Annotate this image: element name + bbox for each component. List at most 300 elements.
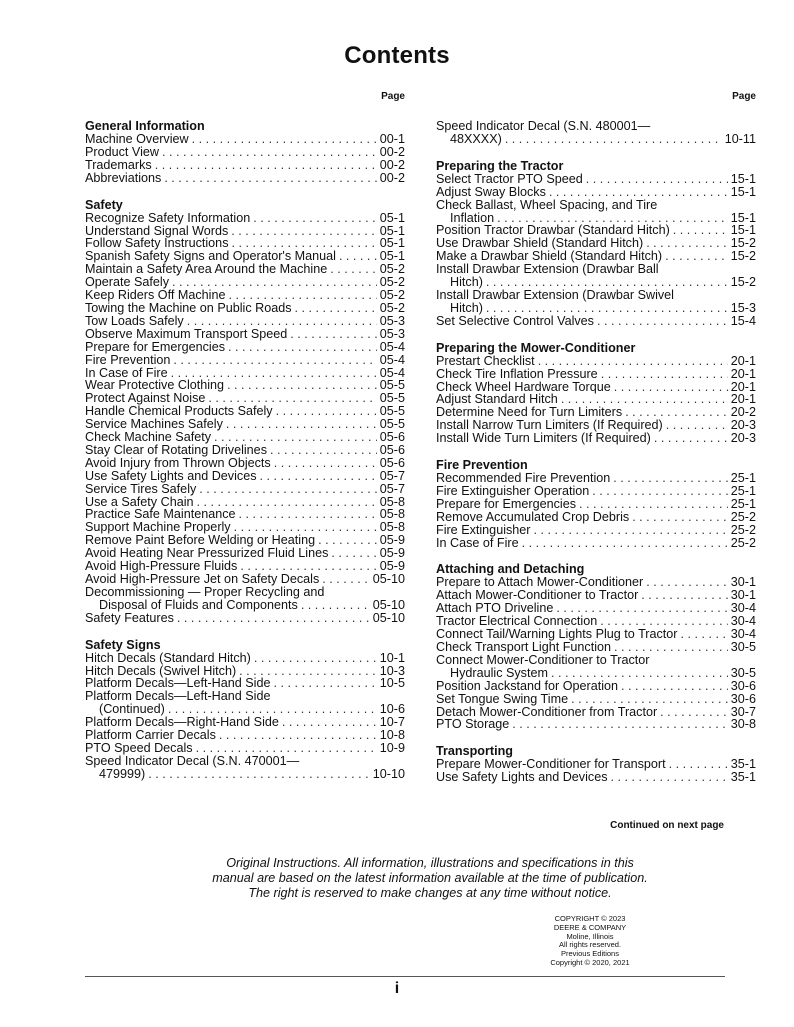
toc-entry-title: Use Drawbar Shield (Standard Hitch): [436, 236, 644, 251]
dot-leader: [290, 328, 377, 341]
dot-leader: [148, 768, 370, 781]
toc-entry-title: Wear Protective Clothing: [85, 378, 225, 393]
toc-entry-page: 15-4: [730, 313, 756, 328]
dot-leader: [295, 302, 377, 315]
toc-entry-page: 15-3: [730, 300, 756, 315]
toc-entry[interactable]: [85, 457, 405, 470]
dot-leader: [614, 641, 728, 654]
toc-entry-page: 05-1: [379, 223, 405, 238]
toc-entry-page: 05-3: [379, 326, 405, 341]
toc-entry-title: Use Safety Lights and Devices: [436, 770, 608, 785]
toc-section: [85, 639, 405, 781]
dot-leader: [601, 368, 728, 381]
toc-entry[interactable]: [436, 368, 756, 381]
toc-entry-page: 25-1: [730, 496, 756, 511]
copyright-line: COPYRIGHT © 2023: [554, 914, 626, 923]
toc-entry-page: 15-1: [730, 210, 756, 225]
toc-entry-title: In Case of Fire: [436, 535, 519, 550]
toc-section: [436, 120, 756, 146]
toc-entry-page: 15-2: [730, 275, 756, 290]
toc-entry-page: 20-3: [730, 431, 756, 446]
toc-entry[interactable]: [85, 354, 405, 367]
toc-entry-page: 05-5: [379, 391, 405, 406]
toc-entry-title: Service Tires Safely: [85, 481, 197, 496]
toc-left-column: [85, 90, 405, 795]
toc-entry-title: Remove Paint Before Welding or Heating: [85, 533, 316, 548]
footer-divider: [85, 976, 725, 977]
section-title: Attaching and Detaching: [436, 562, 585, 577]
toc-entry-title: Avoid High-Pressure Jet on Safety Decals: [85, 572, 320, 586]
toc-entry-page: 15-1: [730, 184, 756, 199]
dot-leader: [274, 457, 377, 470]
toc-entry-page: 10-7: [379, 715, 405, 730]
section-title: General Information: [85, 119, 205, 133]
dot-leader: [260, 470, 377, 483]
toc-entry[interactable]: [436, 511, 756, 524]
dot-leader: [330, 263, 377, 276]
toc-entry-page: 00-2: [379, 157, 405, 172]
dot-leader: [322, 573, 370, 586]
toc-entry-title: Connect Tail/Warning Lights Plug to Tractor: [436, 627, 678, 642]
toc-entry-page: 25-2: [730, 535, 756, 550]
toc-entry-title: Recommended Fire Prevention: [436, 471, 611, 486]
toc-entry-page: 25-2: [730, 509, 756, 524]
toc-entry[interactable]: [85, 470, 405, 483]
toc-entry-title: Detach Mower-Conditioner from Tractor: [436, 704, 658, 719]
toc-entry[interactable]: [85, 431, 405, 444]
dot-leader: [214, 431, 377, 444]
toc-entry-page: 00-2: [379, 144, 405, 159]
dot-leader: [681, 628, 728, 641]
toc-entry[interactable]: [436, 680, 756, 693]
instructions-notice: [150, 856, 710, 901]
toc-entry-page: 25-1: [730, 471, 756, 486]
toc-entry-page: 05-10: [372, 597, 405, 612]
toc-entry-title: Avoid Heating Near Pressurized Fluid Lines: [85, 546, 329, 561]
toc-entry-title: Make a Drawbar Shield (Standard Hitch): [436, 249, 663, 264]
toc-entry[interactable]: [85, 315, 405, 328]
dot-leader: [660, 706, 728, 719]
toc-entry-title: 48XXXX): [450, 131, 502, 146]
section-title: Fire Prevention: [436, 458, 528, 473]
toc-entry[interactable]: [436, 498, 756, 511]
toc-entry-page: 05-4: [379, 339, 405, 354]
copyright-line: Copyright © 2020, 2021: [550, 957, 630, 967]
toc-entry-page: 05-2: [379, 262, 405, 277]
toc-entry-page: 05-8: [379, 520, 405, 535]
toc-entry-page: 35-1: [730, 757, 756, 772]
toc-entry-lead: Check Ballast, Wheel Spacing, and Tire: [436, 197, 658, 212]
toc-entry-title: PTO Speed Decals: [85, 740, 193, 755]
toc-entry-title: In Case of Fire: [85, 365, 168, 380]
toc-entry-lead: Platform Decals—Left-Hand Side: [85, 689, 271, 704]
toc-entry-title: Maintain a Safety Area Around the Machine: [85, 262, 328, 277]
toc-entry-page: 15-2: [730, 249, 756, 264]
toc-entry-page: 10-10: [372, 766, 405, 781]
toc-entry-title: Avoid High-Pressure Fluids: [85, 559, 238, 574]
toc-entry-page: 20-1: [730, 366, 756, 381]
toc-entry-title: Handle Chemical Products Safely: [85, 404, 273, 419]
toc-entry-title: Hitch): [450, 275, 483, 290]
toc-entry-title: Prepare to Attach Mower-Conditioner: [436, 575, 644, 590]
toc-entry-page: 35-1: [730, 770, 756, 785]
toc-entry[interactable]: [436, 432, 756, 445]
toc-entry[interactable]: [436, 133, 756, 146]
dot-leader: [226, 418, 377, 431]
dot-leader: [592, 485, 727, 498]
toc-section: [436, 342, 756, 445]
toc-section: [436, 160, 756, 328]
toc-section: [436, 563, 756, 731]
toc-entry-title: Check Transport Light Function: [436, 640, 612, 654]
toc-entry-title: Safety Features: [85, 610, 174, 625]
dot-leader: [227, 379, 377, 392]
toc-entry-title: Attach Mower-Conditioner to Tractor: [436, 588, 639, 603]
toc-entry-title: Abbreviations: [85, 170, 162, 185]
toc-entry-title: Hitch): [450, 300, 483, 315]
toc-entry[interactable]: [85, 212, 405, 225]
toc-entry-lead: Connect Mower-Conditioner to Tractor: [436, 652, 650, 667]
toc-entry-page: 25-1: [730, 483, 756, 498]
dot-leader: [549, 186, 728, 199]
dot-leader: [665, 250, 728, 263]
toc-entry-page: 10-11: [724, 131, 756, 146]
toc-entry-page: 05-7: [379, 468, 405, 483]
toc-entry-title: Practice Safe Maintenance: [85, 507, 236, 522]
dot-leader: [632, 511, 728, 524]
toc-entry-title: Install Wide Turn Limiters (If Required): [436, 431, 651, 446]
copyright-line: All rights reserved.: [558, 940, 622, 950]
toc-entry-page: 05-1: [379, 210, 405, 225]
toc-entry-title: Prepare for Emergencies: [85, 339, 225, 354]
toc-entry-page: 30-5: [730, 665, 756, 680]
dot-leader: [522, 537, 728, 550]
page-column-header: Page: [381, 91, 405, 102]
toc-entry-page: 20-2: [730, 405, 756, 420]
page-title: Contents: [344, 42, 450, 69]
toc-entry-page: 05-2: [379, 288, 405, 303]
toc-entry-title: Use a Safety Chain: [85, 494, 194, 509]
toc-entry-title: Fire Extinguisher: [436, 522, 531, 537]
toc-entry-title: Position Tractor Drawbar (Standard Hitch): [436, 223, 670, 238]
toc-entry-title: Support Machine Properly: [85, 520, 231, 535]
toc-entry-page: 20-3: [730, 418, 756, 433]
toc-entry[interactable]: [85, 599, 405, 612]
dot-leader: [173, 354, 376, 367]
section-title: Preparing the Tractor: [436, 158, 564, 173]
toc-entry-page: 05-1: [379, 236, 405, 251]
toc-entry-title: Service Machines Safely: [85, 417, 223, 432]
toc-entry-title: Platform Carrier Decals: [85, 728, 216, 743]
toc-entry-title: Prestart Checklist: [436, 353, 535, 368]
toc-entry-page: 10-9: [379, 740, 405, 755]
dot-leader: [551, 667, 728, 680]
toc-entry-title: Follow Safety Instructions: [85, 236, 229, 251]
dot-leader: [597, 315, 728, 328]
notice-line: The right is reserved to make changes at any time without notice.: [248, 886, 612, 900]
toc-entry-title: Prepare Mower-Conditioner for Transport: [436, 757, 666, 772]
dot-leader: [199, 483, 376, 496]
toc-entry-title: Product View: [85, 144, 159, 159]
dot-leader: [192, 133, 377, 146]
dot-leader: [231, 225, 377, 238]
toc-entry[interactable]: [436, 315, 756, 328]
dot-leader: [276, 405, 377, 418]
toc-entry-title: Adjust Standard Hitch: [436, 392, 558, 407]
toc-entry-title: Avoid Injury from Thrown Objects: [85, 455, 271, 470]
dot-leader: [155, 159, 377, 172]
dot-leader: [505, 133, 722, 146]
toc-entry[interactable]: [436, 718, 756, 731]
toc-entry-page: 30-4: [730, 614, 756, 629]
dot-leader: [512, 718, 728, 731]
dot-leader: [666, 419, 728, 432]
dot-leader: [282, 716, 377, 729]
toc-entry-title: Towing the Machine on Public Roads: [85, 300, 292, 315]
dot-leader: [254, 652, 377, 665]
copyright-block: [540, 915, 640, 968]
toc-section: [436, 459, 756, 549]
toc-entry-page: 30-6: [730, 691, 756, 706]
toc-entry-title: Keep Riders Off Machine: [85, 288, 226, 303]
toc-entry-page: 15-2: [730, 236, 756, 251]
toc-entry-page: 05-8: [379, 507, 405, 522]
toc-entry-page: 05-3: [379, 313, 405, 328]
toc-entry-page: 10-1: [379, 650, 405, 665]
toc-entry-title: Fire Extinguisher Operation: [436, 483, 590, 498]
toc-entry-lead: Speed Indicator Decal (S.N. 480001—: [436, 119, 651, 133]
toc-entry-title: Check Machine Safety: [85, 430, 211, 445]
toc-section: [436, 745, 756, 784]
toc-entry-title: Tow Loads Safely: [85, 313, 184, 328]
dot-leader: [187, 315, 377, 328]
toc-entry-title: Set Selective Control Valves: [436, 313, 594, 328]
page-column-header: Page: [732, 91, 756, 102]
toc-entry-page: 10-3: [379, 663, 405, 678]
toc-entry[interactable]: [85, 742, 405, 755]
toc-entry-page: 05-9: [379, 533, 405, 548]
dot-leader: [571, 693, 728, 706]
toc-entry[interactable]: [85, 159, 405, 172]
toc-entry-page: 30-1: [730, 575, 756, 590]
toc-entry[interactable]: [436, 472, 756, 485]
toc-entry-title: Machine Overview: [85, 132, 189, 146]
toc-entry[interactable]: [85, 612, 405, 625]
dot-leader: [253, 212, 377, 225]
toc-entry-title: Platform Decals—Left-Hand Side: [85, 676, 271, 691]
toc-entry-title: Prepare for Emergencies: [436, 496, 576, 511]
dot-leader: [646, 576, 728, 589]
toc-entry[interactable]: [436, 302, 756, 315]
dot-leader: [339, 250, 377, 263]
toc-entry-title: Set Tongue Swing Time: [436, 691, 569, 706]
toc-entry[interactable]: [436, 667, 756, 680]
dot-leader: [538, 355, 728, 368]
section-title: Safety Signs: [85, 637, 161, 652]
toc-entry-page: 05-6: [379, 455, 405, 470]
toc-section: [85, 199, 405, 625]
toc-entry-page: 05-5: [379, 404, 405, 419]
toc-entry-title: Tractor Electrical Connection: [436, 614, 598, 629]
toc-entry-title: Adjust Sway Blocks: [436, 184, 546, 199]
toc-entry-title: Protect Against Noise: [85, 391, 206, 406]
section-title: Safety: [85, 197, 123, 212]
toc-entry-lead: Install Drawbar Extension (Drawbar Swivel: [436, 287, 674, 302]
toc-entry-lead: Install Drawbar Extension (Drawbar Ball: [436, 262, 659, 277]
toc-entry-page: 00-1: [379, 132, 405, 146]
copyright-line: Moline, Illinois: [566, 931, 614, 941]
dot-leader: [228, 341, 377, 354]
section-title: Preparing the Mower-Conditioner: [436, 340, 636, 355]
copyright-line: Previous Editions: [561, 949, 619, 959]
toc-entry-page: 05-4: [379, 352, 405, 367]
dot-leader: [586, 173, 728, 186]
toc-entry-page: 30-8: [730, 717, 756, 732]
toc-entry[interactable]: [436, 524, 756, 537]
toc-entry[interactable]: [85, 133, 405, 146]
toc-entry[interactable]: [85, 302, 405, 315]
toc-entry-page: 30-5: [730, 640, 756, 654]
dot-leader: [654, 432, 728, 445]
toc-entry[interactable]: [85, 652, 405, 665]
toc-entry-page: 20-1: [730, 392, 756, 407]
toc-entry[interactable]: [85, 573, 405, 586]
toc-entry-page: 30-4: [730, 601, 756, 616]
toc-entry-page: 05-2: [379, 300, 405, 315]
toc-entry[interactable]: [85, 483, 405, 496]
toc-entry-page: 00-2: [379, 170, 405, 185]
toc-entry[interactable]: [85, 172, 405, 185]
toc-entry-title: Select Tractor PTO Speed: [436, 171, 583, 186]
toc-sections: [85, 120, 405, 781]
dot-leader: [611, 771, 728, 784]
continued-note: Continued on next page: [610, 820, 724, 831]
dot-leader: [673, 224, 728, 237]
dot-leader: [274, 677, 377, 690]
toc-entry-page: 20-1: [730, 379, 756, 394]
toc-entry[interactable]: [436, 485, 756, 498]
toc-entry-page: 05-6: [379, 430, 405, 445]
dot-leader: [641, 589, 728, 602]
toc-entry[interactable]: [436, 693, 756, 706]
copyright-line: DEERE & COMPANY: [553, 922, 627, 932]
toc-entry-page: 10-6: [379, 702, 405, 717]
toc-section: [85, 120, 405, 185]
dot-leader: [614, 381, 728, 394]
toc-entry[interactable]: [85, 146, 405, 159]
toc-entry-title: Fire Prevention: [85, 352, 171, 367]
toc-entry[interactable]: [85, 328, 405, 341]
toc-entry-page: 10-5: [379, 676, 405, 691]
dot-leader: [239, 508, 377, 521]
toc-entry-title: Hitch Decals (Standard Hitch): [85, 650, 251, 665]
notice-line: Original Instructions. All information, illustrations and specifications in this: [226, 856, 634, 870]
toc-entry-title: Attach PTO Driveline: [436, 601, 554, 616]
toc-entry[interactable]: [436, 537, 756, 550]
toc-entry-page: 05-1: [379, 249, 405, 264]
toc-entry-title: Inflation: [450, 210, 495, 225]
toc-entry-page: 05-9: [379, 546, 405, 561]
toc-entry-title: Check Tire Inflation Pressure: [436, 366, 598, 381]
toc-entry-title: Position Jackstand for Operation: [436, 678, 619, 693]
toc-entry-page: 05-8: [379, 494, 405, 509]
dot-leader: [164, 172, 376, 185]
toc-entry-page: 05-6: [379, 442, 405, 457]
toc-entry-title: Hydraulic System: [450, 665, 548, 680]
toc-entry-lead: Decommissioning — Proper Recycling and: [85, 584, 325, 599]
toc-entry-title: Determine Need for Turn Limiters: [436, 405, 623, 420]
toc-right-column: [436, 90, 756, 798]
toc-entry-title: Use Safety Lights and Devices: [85, 468, 257, 483]
toc-entry-lead: Speed Indicator Decal (S.N. 470001—: [85, 753, 300, 768]
toc-entry-title: (Continued): [99, 702, 165, 717]
toc-entry[interactable]: [85, 768, 405, 781]
dot-leader: [270, 444, 377, 457]
notice-line: manual are based on the latest information available at the time of publication.: [212, 871, 648, 885]
toc-entry-title: 479999): [99, 766, 146, 781]
toc-entry-page: 05-9: [379, 559, 405, 574]
toc-entry-page: 30-4: [730, 627, 756, 642]
toc-entry-title: Recognize Safety Information: [85, 210, 251, 225]
toc-entry[interactable]: [436, 355, 756, 368]
dot-leader: [613, 472, 727, 485]
toc-entry-title: Remove Accumulated Crop Debris: [436, 509, 630, 524]
toc-entry[interactable]: [436, 641, 756, 654]
dot-leader: [669, 758, 728, 771]
toc-entry-page: 05-10: [372, 572, 405, 586]
toc-entry-title: Disposal of Fluids and Components: [99, 597, 298, 612]
dot-leader: [196, 742, 377, 755]
dot-leader: [331, 547, 376, 560]
toc-entry[interactable]: [85, 444, 405, 457]
dot-leader: [219, 729, 377, 742]
toc-entry[interactable]: [436, 771, 756, 784]
toc-entry-page: 15-1: [730, 223, 756, 238]
toc-entry-title: Understand Signal Words: [85, 223, 229, 238]
toc-entry-page: 30-7: [730, 704, 756, 719]
toc-sections: [436, 120, 756, 784]
toc-entry-title: Install Narrow Turn Limiters (If Required): [436, 418, 663, 433]
toc-entry-title: Stay Clear of Rotating Drivelines: [85, 442, 267, 457]
toc-entry-page: 25-2: [730, 522, 756, 537]
toc-entry[interactable]: [85, 341, 405, 354]
toc-entry-page: 30-1: [730, 588, 756, 603]
dot-leader: [177, 612, 370, 625]
toc-entry-page: 05-5: [379, 378, 405, 393]
toc-entry-title: Hitch Decals (Swivel Hitch): [85, 663, 237, 678]
toc-entry-title: Observe Maximum Transport Speed: [85, 326, 288, 341]
section-title: Transporting: [436, 744, 513, 759]
toc-entry-title: Spanish Safety Signs and Operator's Manual: [85, 249, 336, 264]
dot-leader: [534, 524, 728, 537]
toc-entry-title: Check Wheel Hardware Torque: [436, 379, 611, 394]
dot-leader: [162, 146, 377, 159]
page-number: i: [394, 980, 400, 997]
toc-entry-title: PTO Storage: [436, 717, 510, 732]
toc-entry-page: 30-6: [730, 678, 756, 693]
toc-entry[interactable]: [436, 173, 756, 186]
toc-entry-page: 05-10: [372, 610, 405, 625]
dot-leader: [301, 599, 370, 612]
toc-entry-page: 05-2: [379, 275, 405, 290]
toc-entry-page: 05-7: [379, 481, 405, 496]
dot-leader: [579, 498, 728, 511]
dot-leader: [486, 302, 728, 315]
toc-entry-title: Trademarks: [85, 157, 152, 172]
toc-entry-title: Operate Safely: [85, 275, 170, 290]
toc-entry[interactable]: [436, 186, 756, 199]
toc-entry-title: Platform Decals—Right-Hand Side: [85, 715, 279, 730]
